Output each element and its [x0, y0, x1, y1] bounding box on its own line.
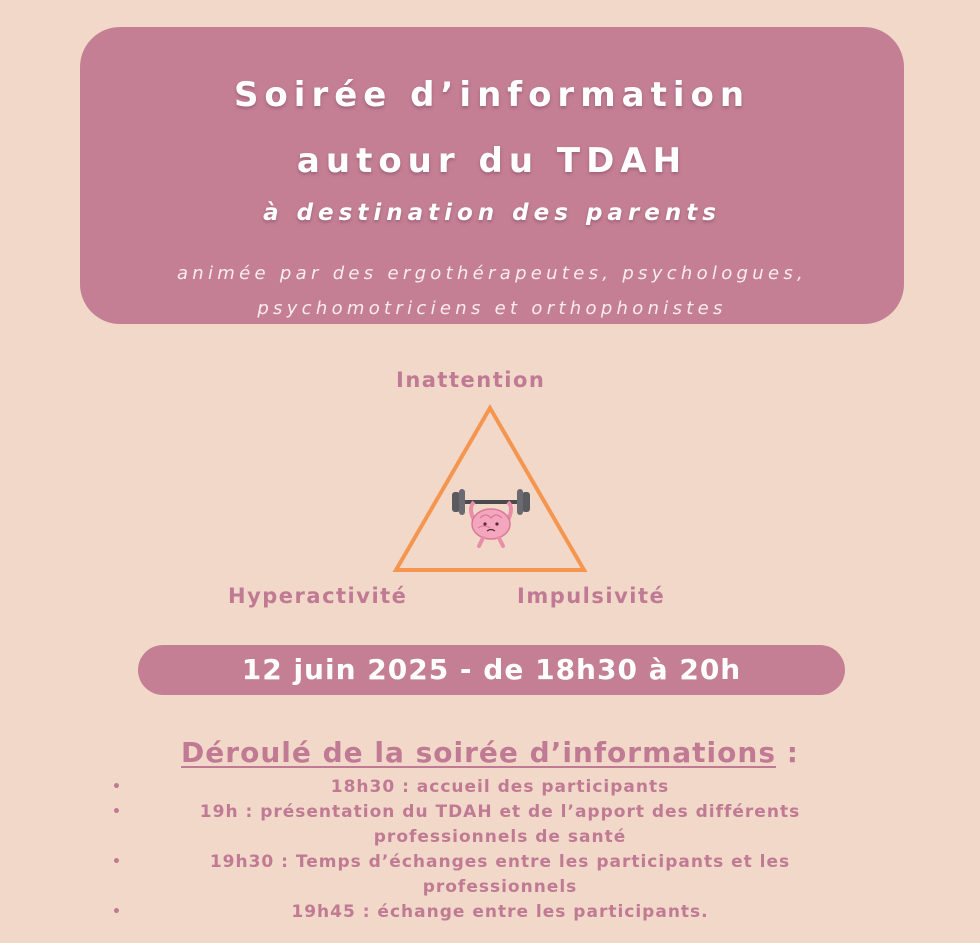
subtitle: à destination des parents	[263, 200, 721, 226]
triangle-shape	[396, 408, 584, 570]
header-banner	[80, 27, 904, 324]
brain-lifting-barbell-icon	[452, 489, 530, 546]
list-item	[110, 800, 890, 850]
agenda-heading-colon: :	[775, 736, 799, 769]
hosts-line-1: animée par des ergothérapeutes, psychologues,	[176, 263, 808, 284]
bullet-icon: •	[112, 804, 122, 820]
agenda-item-text: 19h : présentation du TDAH et de l’apport des différents professionnels de santé	[199, 802, 801, 847]
event-date-banner: 12 juin 2025 - de 18h30 à 20h	[138, 645, 845, 695]
title-line-2: autour du TDAH	[296, 141, 688, 181]
bullet-icon: •	[112, 854, 122, 870]
agenda-item-text: 18h30 : accueil des participants	[330, 777, 670, 797]
label-inattention: Inattention	[396, 368, 546, 392]
agenda-list	[110, 775, 890, 925]
list-item	[110, 900, 890, 925]
triangle-diagram	[390, 400, 590, 578]
agenda-heading-text: Déroulé de la soirée d’informations	[181, 736, 776, 769]
agenda-item-text: 19h45 : échange entre les participants.	[291, 902, 709, 922]
agenda-heading	[0, 736, 980, 769]
label-impulsivite: Impulsivité	[517, 584, 666, 608]
hosts-line-2: psychomotriciens et orthophonistes	[257, 298, 727, 319]
title-line-1: Soirée d’information	[233, 75, 751, 115]
bullet-icon: •	[112, 779, 122, 795]
list-item	[110, 850, 890, 900]
agenda-item-text: 19h30 : Temps d’échanges entre les participants et les professionnels	[209, 852, 791, 897]
list-item	[110, 775, 890, 800]
bullet-icon: •	[112, 904, 122, 920]
label-hyperactivite: Hyperactivité	[228, 584, 408, 608]
